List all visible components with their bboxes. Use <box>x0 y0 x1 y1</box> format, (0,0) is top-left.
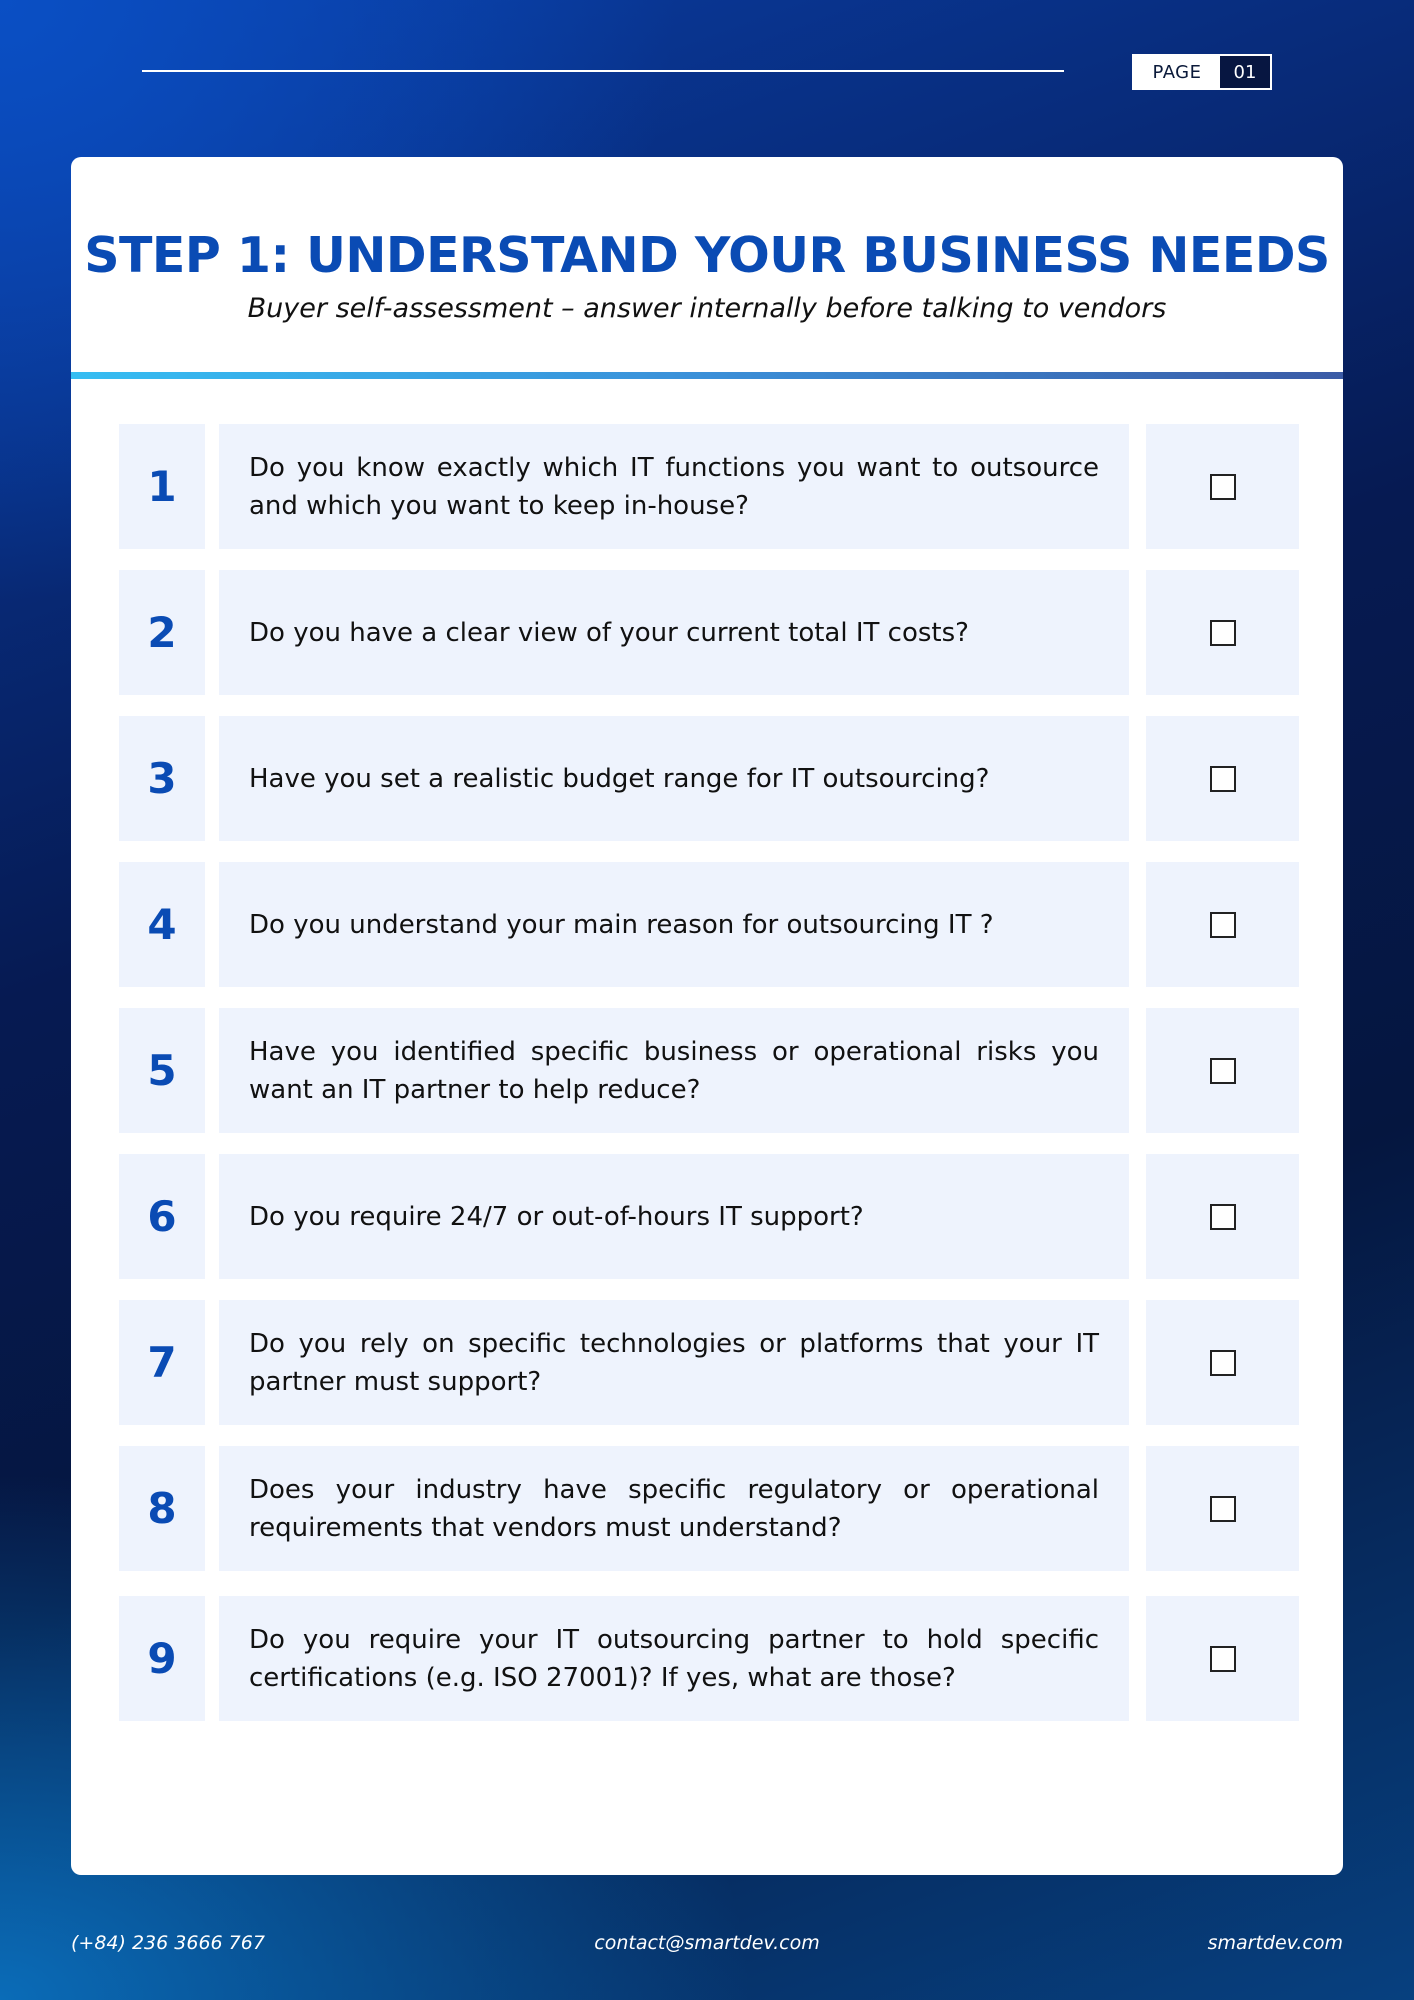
checkbox-cell <box>1146 1596 1299 1721</box>
checkbox-cell <box>1146 1446 1299 1571</box>
checkbox-cell <box>1146 1300 1299 1425</box>
checkbox-cell <box>1146 1008 1299 1133</box>
question-checkbox[interactable] <box>1210 1204 1236 1230</box>
question-row <box>119 1300 1299 1425</box>
question-row <box>119 862 1299 987</box>
question-checkbox[interactable] <box>1210 766 1236 792</box>
checkbox-cell <box>1146 862 1299 987</box>
question-number: 7 <box>119 1300 205 1425</box>
page-label: PAGE <box>1152 61 1202 83</box>
question-number: 6 <box>119 1154 205 1279</box>
question-text: Have you identified specific business or operational risks you want an IT partner to help reduce? <box>249 1036 1099 1105</box>
question-checkbox[interactable] <box>1210 912 1236 938</box>
question-text-cell <box>219 1154 1129 1279</box>
question-number: 2 <box>119 570 205 695</box>
question-number: 1 <box>119 424 205 549</box>
question-row <box>119 1446 1299 1571</box>
question-row <box>119 424 1299 549</box>
question-text-cell <box>219 570 1129 695</box>
question-text: Do you require your IT outsourcing partner to hold specific certifications (e.g. ISO 27001)? If yes, what are those? <box>249 1624 1099 1693</box>
question-row <box>119 1596 1299 1721</box>
question-checkbox[interactable] <box>1210 1646 1236 1672</box>
page-number: 01 <box>1220 56 1270 88</box>
question-number: 3 <box>119 716 205 841</box>
checkbox-cell <box>1146 424 1299 549</box>
question-text: Do you have a clear view of your current total IT costs? <box>249 617 969 648</box>
question-text-cell <box>219 1446 1129 1571</box>
question-text-cell <box>219 1596 1129 1721</box>
question-text: Does your industry have specific regulatory or operational requirements that vendors must understand? <box>249 1474 1099 1543</box>
question-text-cell <box>219 1008 1129 1133</box>
question-checkbox[interactable] <box>1210 1350 1236 1376</box>
question-row <box>119 1008 1299 1133</box>
question-checkbox[interactable] <box>1210 1496 1236 1522</box>
question-number: 4 <box>119 862 205 987</box>
checklist-card <box>71 157 1343 1875</box>
accent-divider <box>71 372 1343 379</box>
page-indicator <box>1132 54 1272 90</box>
top-divider <box>142 70 1064 72</box>
page-title: STEP 1: UNDERSTAND YOUR BUSINESS NEEDS <box>84 227 1330 284</box>
question-text: Do you require 24/7 or out-of-hours IT support? <box>249 1201 864 1232</box>
question-row <box>119 570 1299 695</box>
question-text-cell <box>219 716 1129 841</box>
question-row <box>119 1154 1299 1279</box>
footer-email[interactable]: contact@smartdev.com <box>594 1932 820 1954</box>
question-number: 9 <box>119 1596 205 1721</box>
question-row <box>119 716 1299 841</box>
question-checkbox[interactable] <box>1210 620 1236 646</box>
question-text-cell <box>219 424 1129 549</box>
checkbox-cell <box>1146 570 1299 695</box>
question-text-cell <box>219 862 1129 987</box>
question-checkbox[interactable] <box>1210 474 1236 500</box>
question-text: Do you rely on specific technologies or platforms that your IT partner must support? <box>249 1328 1099 1397</box>
page-subtitle: Buyer self-assessment – answer internally before talking to vendors <box>247 293 1167 324</box>
checkbox-cell <box>1146 1154 1299 1279</box>
footer-phone: (+84) 236 3666 767 <box>71 1932 265 1954</box>
question-text: Have you set a realistic budget range for IT outsourcing? <box>249 763 990 794</box>
question-number: 8 <box>119 1446 205 1571</box>
question-number: 5 <box>119 1008 205 1133</box>
question-text: Do you understand your main reason for outsourcing IT ? <box>249 909 994 940</box>
checkbox-cell <box>1146 716 1299 841</box>
footer-website[interactable]: smartdev.com <box>1207 1932 1343 1954</box>
question-text: Do you know exactly which IT functions you want to outsource and which you want to keep in-house? <box>249 452 1099 521</box>
question-checkbox[interactable] <box>1210 1058 1236 1084</box>
question-text-cell <box>219 1300 1129 1425</box>
